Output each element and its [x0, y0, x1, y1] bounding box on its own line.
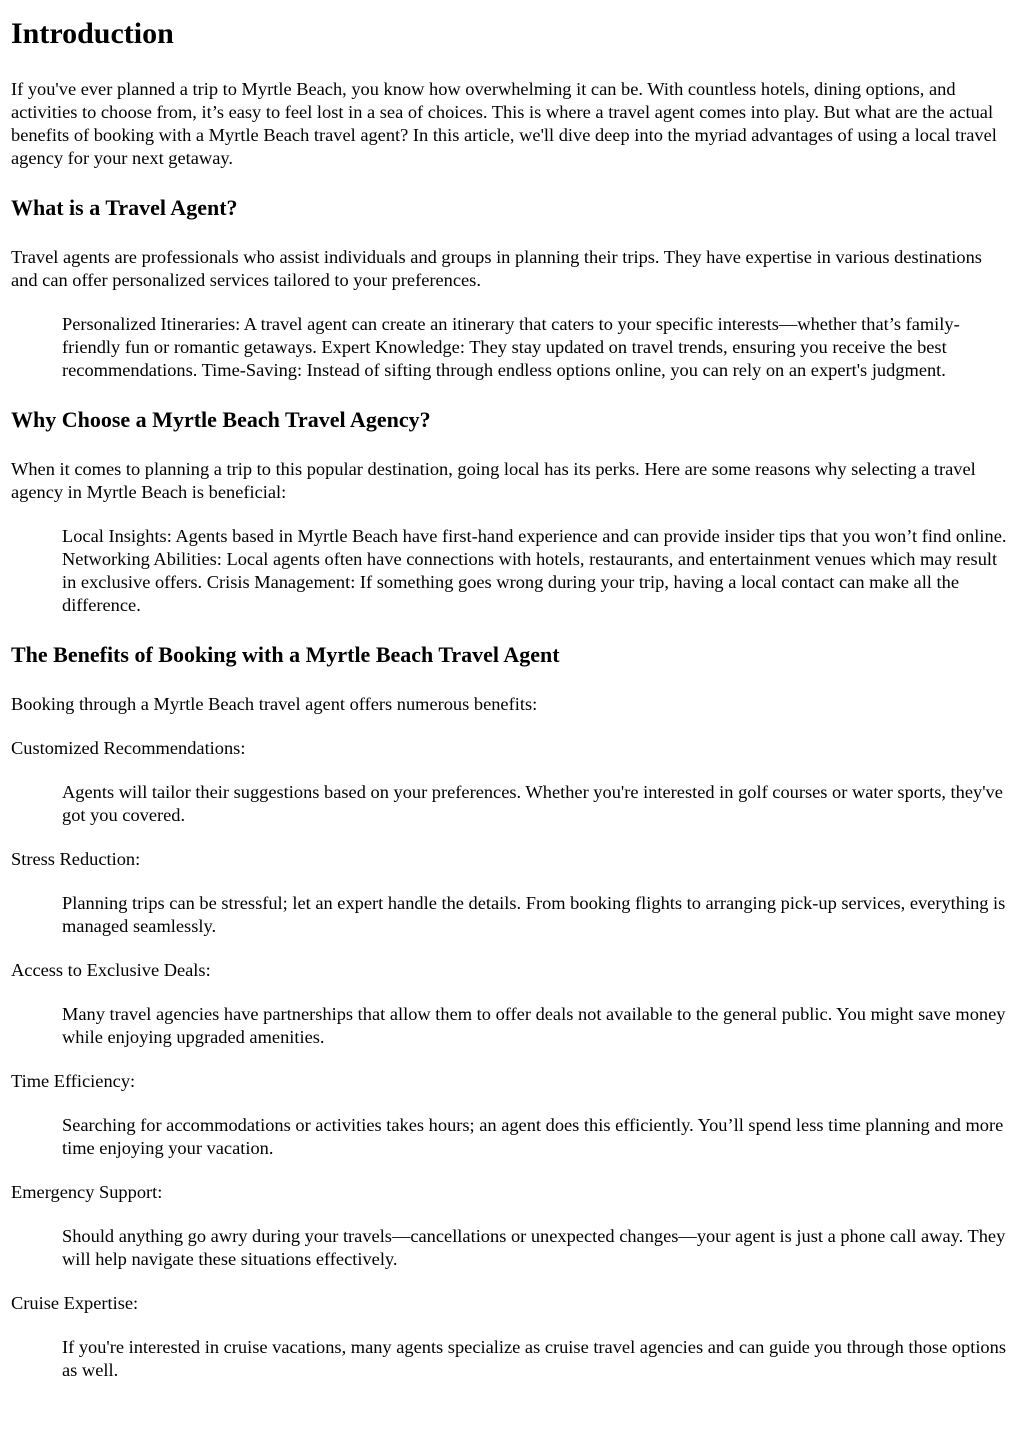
benefit-text: Searching for accommodations or activities takes hours; an agent does this efficiently. You’ll spend less time planning and more time enjoying your vacation.	[62, 1115, 1004, 1158]
why-choose-heading: Why Choose a Myrtle Beach Travel Agency?	[11, 407, 431, 432]
why-choose-paragraph: When it comes to planning a trip to this popular destination, going local has its perks. Here are some reasons why selecting a travel agency in Myrtle Beach is beneficial:	[11, 459, 976, 502]
benefit-text: If you're interested in cruise vacations, many agents specialize as cruise travel agencies and can guide you through those options as well.	[62, 1337, 1006, 1380]
benefit-text: Planning trips can be stressful; let an expert handle the details. From booking flights to arranging pick-up services, everything is managed seamlessly.	[62, 893, 1006, 936]
benefit-text: Agents will tailor their suggestions based on your preferences. Whether you're interested in golf courses or water sports, they've got you covered.	[62, 782, 1003, 825]
benefit-text: Should anything go awry during your travels—cancellations or unexpected changes—your agent is just a phone call away. They will help navigate these situations effectively.	[62, 1226, 1006, 1269]
benefit-text: Many travel agencies have partnerships that allow them to offer deals not available to the general public. You might save money while enjoying upgraded amenities.	[62, 1004, 1006, 1047]
benefit-label: Cruise Expertise:	[11, 1293, 139, 1313]
benefit-label: Time Efficiency:	[11, 1071, 136, 1091]
intro-heading: Introduction	[11, 17, 174, 50]
what-is-heading: What is a Travel Agent?	[11, 195, 238, 220]
benefit-label: Stress Reduction:	[11, 849, 141, 869]
why-choose-quote: Local Insights: Agents based in Myrtle Beach have first-hand experience and can provide insider tips that you won’t find online. Networking Abilities: Local agents often have connections with hotels, restaurants, and entertainment venues which may result in exclusive offers. Crisis Management: If something goes wrong during your trip, having a local contact can make all the difference.	[62, 526, 1007, 615]
what-is-paragraph: Travel agents are professionals who assist individuals and groups in planning their trips. They have expertise in various destinations and can offer personalized services tailored to your preferences.	[11, 247, 982, 290]
benefits-paragraph: Booking through a Myrtle Beach travel agent offers numerous benefits:	[11, 694, 538, 714]
benefit-label: Access to Exclusive Deals:	[11, 960, 211, 980]
benefit-label: Emergency Support:	[11, 1182, 163, 1202]
what-is-quote: Personalized Itineraries: A travel agent can create an itinerary that caters to your specific interests—whether that’s family-friendly fun or romantic getaways. Expert Knowledge: They stay updated on travel trends, ensuring you receive the best recommendations. Time-Saving: Instead of sifting through endless options online, you can rely on an expert's judgment.	[62, 314, 960, 380]
benefits-heading: The Benefits of Booking with a Myrtle Beach Travel Agent	[11, 642, 560, 667]
intro-paragraph: If you've ever planned a trip to Myrtle Beach, you know how overwhelming it can be. With countless hotels, dining options, and activities to choose from, it’s easy to feel lost in a sea of choices. This is where a travel agent comes into play. But what are the actual benefits of booking with a Myrtle Beach travel agent? In this article, we'll dive deep into the myriad advantages of using a local travel agency for your next getaway.	[11, 79, 997, 168]
benefit-label: Customized Recommendations:	[11, 738, 246, 758]
